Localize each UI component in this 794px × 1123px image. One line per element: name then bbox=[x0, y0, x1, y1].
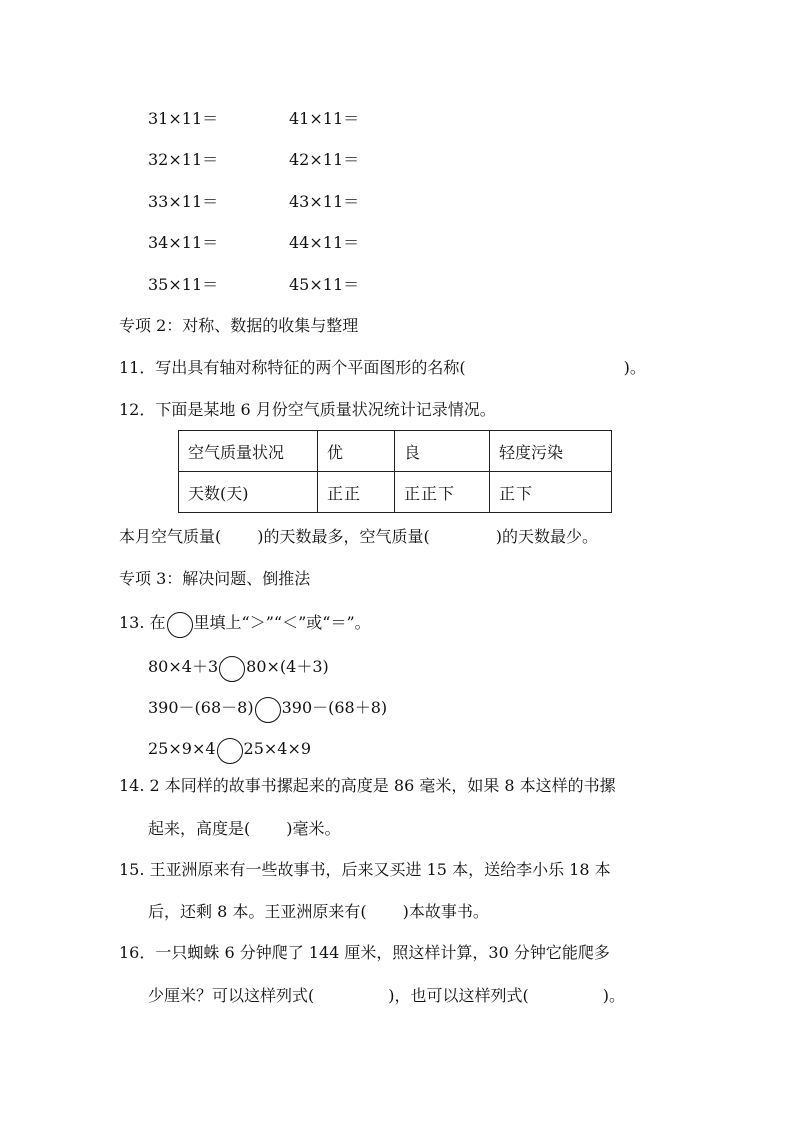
question-15-line-2 bbox=[148, 902, 489, 922]
q13-text-start: 13. 在 bbox=[119, 613, 166, 632]
q14-text-b: )毫米。 bbox=[286, 819, 341, 838]
compare-left: 80×4＋3 bbox=[148, 657, 219, 676]
air-quality-table bbox=[178, 430, 612, 513]
table-header-cell: 空气质量状况 bbox=[179, 431, 318, 472]
q16-text-c: )。 bbox=[602, 986, 625, 1005]
q15-text-b: )本故事书。 bbox=[402, 902, 489, 921]
mult-right-3: 43×11＝ bbox=[289, 192, 360, 211]
compare-circle[interactable] bbox=[217, 738, 243, 764]
table-row bbox=[179, 472, 612, 513]
section-3-heading: 专项 3：解决问题、倒推法 bbox=[119, 569, 311, 588]
question-16-line-2 bbox=[148, 986, 625, 1006]
q12-text-b: )的天数最多，空气质量( bbox=[257, 527, 430, 546]
tally-cell: 正正 bbox=[318, 472, 395, 513]
mult-left-2: 32×11＝ bbox=[148, 150, 219, 169]
q16-text-b: )，也可以这样列式( bbox=[388, 986, 529, 1005]
tally-cell: 正下 bbox=[490, 472, 612, 513]
compare-item-2 bbox=[148, 697, 387, 723]
question-14-line-1: 14. 2 本同样的故事书摞起来的高度是 86 毫米，如果 8 本这样的书摞 bbox=[119, 776, 616, 795]
compare-left: 25×9×4 bbox=[148, 739, 216, 758]
question-14-line-2 bbox=[148, 819, 341, 839]
mult-left-5: 35×11＝ bbox=[148, 275, 219, 294]
mult-left-3: 33×11＝ bbox=[148, 192, 219, 211]
q14-text-a: 起来，高度是( bbox=[148, 819, 251, 838]
mult-right-2: 42×11＝ bbox=[289, 150, 360, 169]
compare-right: 390－(68＋8) bbox=[281, 698, 388, 717]
question-16-line-1: 16．一只蜘蛛 6 分钟爬了 144 厘米，照这样计算，30 分钟它能爬多 bbox=[119, 943, 610, 962]
q16-text-a: 少厘米？可以这样列式( bbox=[148, 986, 315, 1005]
compare-item-3 bbox=[148, 738, 311, 764]
question-11 bbox=[119, 358, 646, 378]
section-2-heading: 专项 2：对称、数据的收集与整理 bbox=[119, 316, 359, 335]
question-13 bbox=[119, 612, 371, 638]
table-header-cell: 良 bbox=[395, 431, 490, 472]
compare-left: 390－(68－8) bbox=[148, 698, 254, 717]
question-11-text: 11．写出具有轴对称特征的两个平面图形的名称( bbox=[119, 358, 466, 377]
circle-icon bbox=[167, 612, 193, 638]
q12-text-c: )的天数最少。 bbox=[495, 527, 598, 546]
question-12: 12．下面是某地 6 月份空气质量状况统计记录情况。 bbox=[119, 400, 496, 419]
compare-circle[interactable] bbox=[255, 697, 281, 723]
mult-right-5: 45×11＝ bbox=[289, 275, 360, 294]
table-header-cell: 轻度污染 bbox=[490, 431, 612, 472]
table-header-cell: 优 bbox=[318, 431, 395, 472]
tally-cell: 正正下 bbox=[395, 472, 490, 513]
mult-right-1: 41×11＝ bbox=[289, 109, 360, 128]
question-11-end: )。 bbox=[623, 358, 646, 377]
q12-text-a: 本月空气质量( bbox=[119, 527, 222, 546]
q15-text-a: 后，还剩 8 本。王亚洲原来有( bbox=[148, 902, 367, 921]
compare-item-1 bbox=[148, 656, 329, 682]
compare-right: 25×4×9 bbox=[243, 739, 312, 758]
mult-right-4: 44×11＝ bbox=[289, 233, 360, 252]
table-cell: 天数(天) bbox=[179, 472, 318, 513]
table-header-row bbox=[179, 431, 612, 472]
compare-right: 80×(4＋3) bbox=[246, 657, 329, 676]
mult-left-4: 34×11＝ bbox=[148, 233, 219, 252]
q13-text-end: 里填上“＞”“＜”或“＝”。 bbox=[193, 613, 371, 632]
question-12-answer bbox=[119, 527, 598, 547]
compare-circle[interactable] bbox=[219, 656, 245, 682]
mult-left-1: 31×11＝ bbox=[148, 109, 219, 128]
question-15-line-1: 15. 王亚洲原来有一些故事书，后来又买进 15 本，送给李小乐 18 本 bbox=[119, 860, 611, 879]
